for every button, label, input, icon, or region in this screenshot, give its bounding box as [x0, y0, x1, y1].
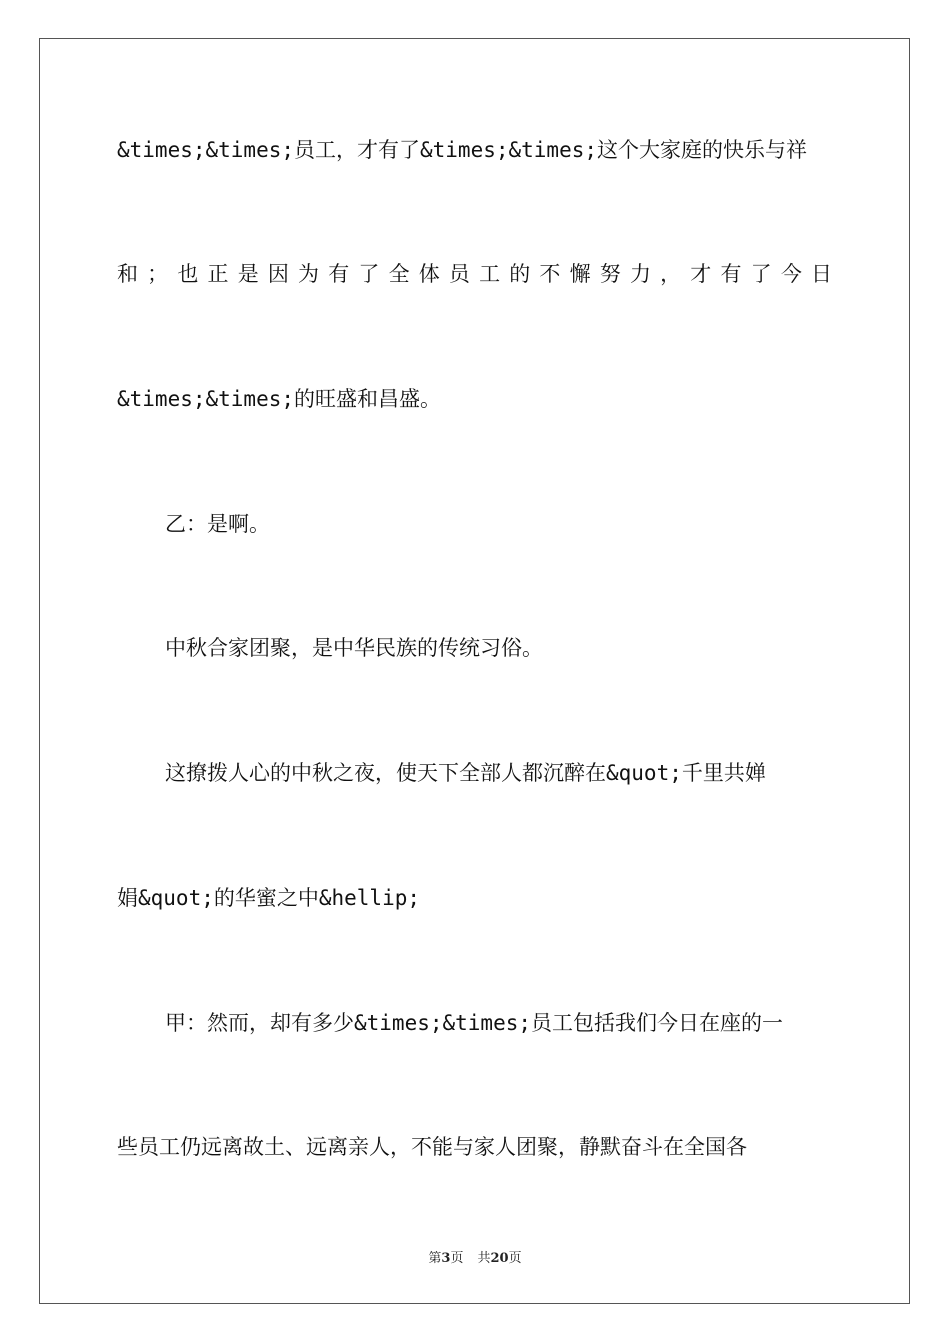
text-line-1: &times;&times;员工，才有了&times;&times;这个大家庭的快乐与祥: [117, 138, 808, 162]
text-line-4: 乙：是啊。: [165, 512, 270, 536]
page-footer: [0, 1247, 950, 1266]
text-line-2: 和；也正是因为有了全体员工的不懈努力，才有了今日: [117, 262, 832, 286]
text-line-7: 娟&quot;的华蜜之中&hellip;: [117, 886, 421, 910]
page-prefix: 第: [428, 1251, 442, 1266]
total-suffix: 页: [508, 1251, 522, 1266]
page-number: 3: [441, 1251, 451, 1266]
text-line-6: 这撩拨人心的中秋之夜，使天下全部人都沉醉在&quot;千里共婵: [165, 761, 766, 785]
text-line-8: 甲：然而，却有多少&times;&times;员工包括我们今日在座的一: [165, 1011, 784, 1035]
total-pages: 20: [490, 1251, 509, 1266]
page-frame: [39, 38, 910, 1304]
text-line-9: 些员工仍远离故土、远离亲人，不能与家人团聚，静默奋斗在全国各: [117, 1135, 747, 1159]
page-suffix: 页: [450, 1251, 464, 1266]
text-line-3: &times;&times;的旺盛和昌盛。: [117, 387, 442, 411]
text-line-5: 中秋合家团聚，是中华民族的传统习俗。: [165, 636, 543, 660]
total-prefix: 共: [477, 1251, 491, 1266]
